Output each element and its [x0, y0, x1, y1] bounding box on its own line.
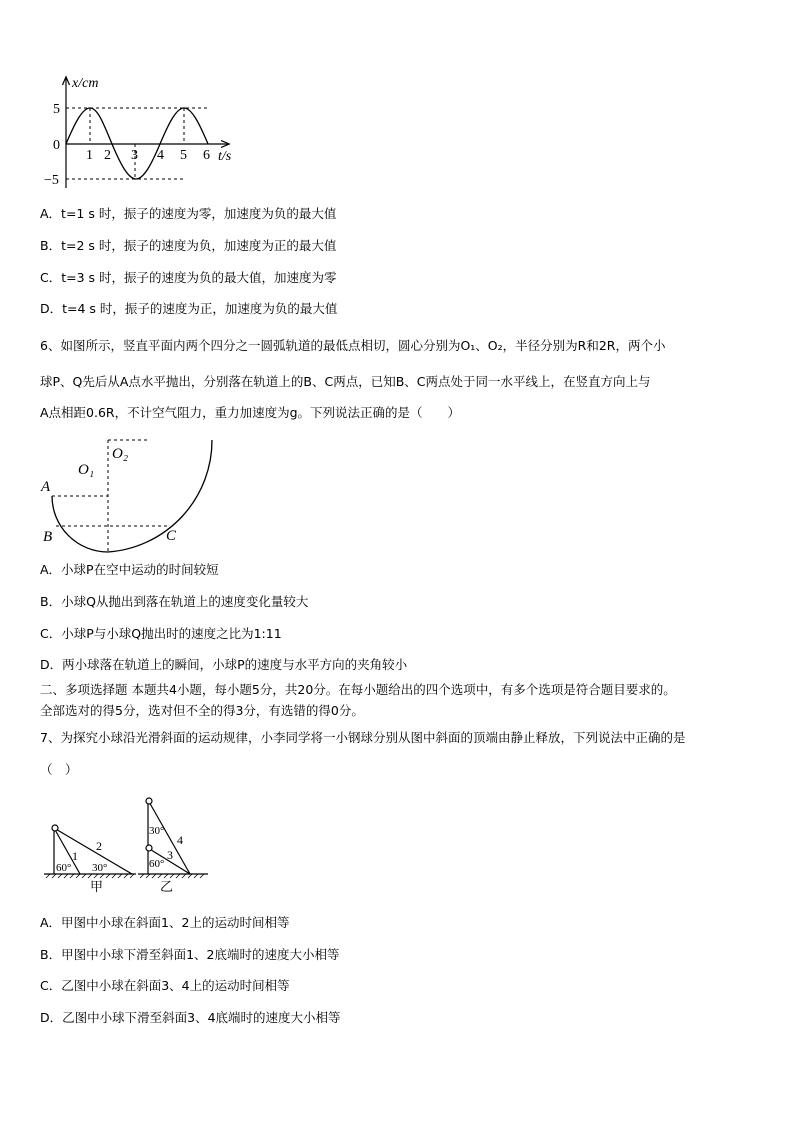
q5-option-d: D．t=4 s 时，振子的速度为正，加速度为负的最大值	[40, 301, 338, 316]
t-tick-5: 5	[180, 148, 187, 163]
section2-line1: 二、多项选择题 本题共4小题，每小题5分，共20分。在每小题给出的四个选项中，有多个选项是符合题目要求的。	[40, 682, 676, 697]
label-o1: O₁	[78, 462, 95, 478]
incline-figure	[40, 790, 212, 898]
xt-graph	[40, 70, 250, 195]
label-3: 3	[167, 848, 173, 862]
label-jia: 甲	[90, 879, 104, 894]
angle-30-jia: 30°	[92, 862, 108, 874]
t-tick-2: 2	[104, 148, 111, 163]
q7-option-b: B．甲图中小球下滑至斜面1、2底端时的速度大小相等	[40, 947, 340, 962]
q7-stem-line1: 7、为探究小球沿光滑斜面的运动规律，小李同学将一小钢球分别从图中斜面的顶端由静止释放，下列说法中正确的是	[40, 730, 686, 745]
label-c: C	[166, 528, 177, 544]
q5-option-c: C．t=3 s 时，振子的速度为负的最大值，加速度为零	[40, 270, 337, 285]
q6-stem-line2: 球P、Q先后从A点水平抛出，分别落在轨道上的B、C两点，已知B、C两点处于同一水平线上，在竖直方向上与	[40, 374, 651, 389]
x-label: x/cm	[72, 76, 99, 91]
ball-jia	[52, 825, 58, 831]
q7-option-a: A．甲图中小球在斜面1、2上的运动时间相等	[40, 915, 290, 930]
label-1: 1	[72, 849, 78, 863]
q6-stem-line3: A点相距0.6R，不计空气阻力，重力加速度为g。下列说法正确的是（ ）	[40, 405, 461, 420]
t-label: t/s	[218, 149, 232, 164]
label-2: 2	[96, 839, 102, 853]
label-o2: O₂	[112, 446, 129, 462]
q6-option-c: C．小球P与小球Q抛出时的速度之比为1:11	[40, 626, 282, 641]
ball-yi-top	[146, 798, 152, 804]
y-label-0: 0	[53, 138, 60, 153]
section2-line2: 全部选对的得5分，选对但不全的得3分，有选错的得0分。	[40, 703, 364, 718]
label-a: A	[41, 479, 51, 495]
arc-track-figure	[38, 436, 218, 554]
t-tick-3: 3	[131, 148, 138, 163]
t-tick-6: 6	[203, 148, 210, 163]
q6-option-d: D．两小球落在轨道上的瞬间，小球P的速度与水平方向的夹角较小	[40, 657, 408, 672]
q7-option-d: D．乙图中小球下滑至斜面3、4底端时的速度大小相等	[40, 1010, 341, 1025]
small-arc	[52, 496, 108, 552]
q5-option-b: B．t=2 s 时，振子的速度为负，加速度为正的最大值	[40, 238, 337, 253]
angle-60-jia: 60°	[56, 862, 72, 874]
q7-option-c: C．乙图中小球在斜面3、4上的运动时间相等	[40, 978, 290, 993]
label-4: 4	[177, 833, 183, 847]
q7-stem-line2: （ ）	[40, 762, 78, 777]
q6-stem-line1: 6、如图所示，竖直平面内两个四分之一圆弧轨道的最低点相切，圆心分别为O₁、O₂，半径分别为R和2R，两个小	[40, 338, 666, 353]
q5-option-a: A．t=1 s 时，振子的速度为零，加速度为负的最大值	[40, 206, 337, 221]
angle-60-yi: 60°	[149, 858, 165, 870]
t-tick-4: 4	[157, 148, 164, 163]
y-label-5: 5	[53, 102, 60, 117]
q6-option-b: B．小球Q从抛出到落在轨道上的速度变化量较大	[40, 594, 309, 609]
label-yi: 乙	[160, 879, 174, 894]
t-tick-1: 1	[86, 148, 93, 163]
ball-yi-mid	[146, 845, 152, 851]
q6-option-a: A．小球P在空中运动的时间较短	[40, 562, 219, 577]
label-b: B	[43, 529, 53, 545]
angle-30-yi: 30°	[149, 825, 165, 837]
y-label-neg5: −5	[44, 173, 59, 188]
